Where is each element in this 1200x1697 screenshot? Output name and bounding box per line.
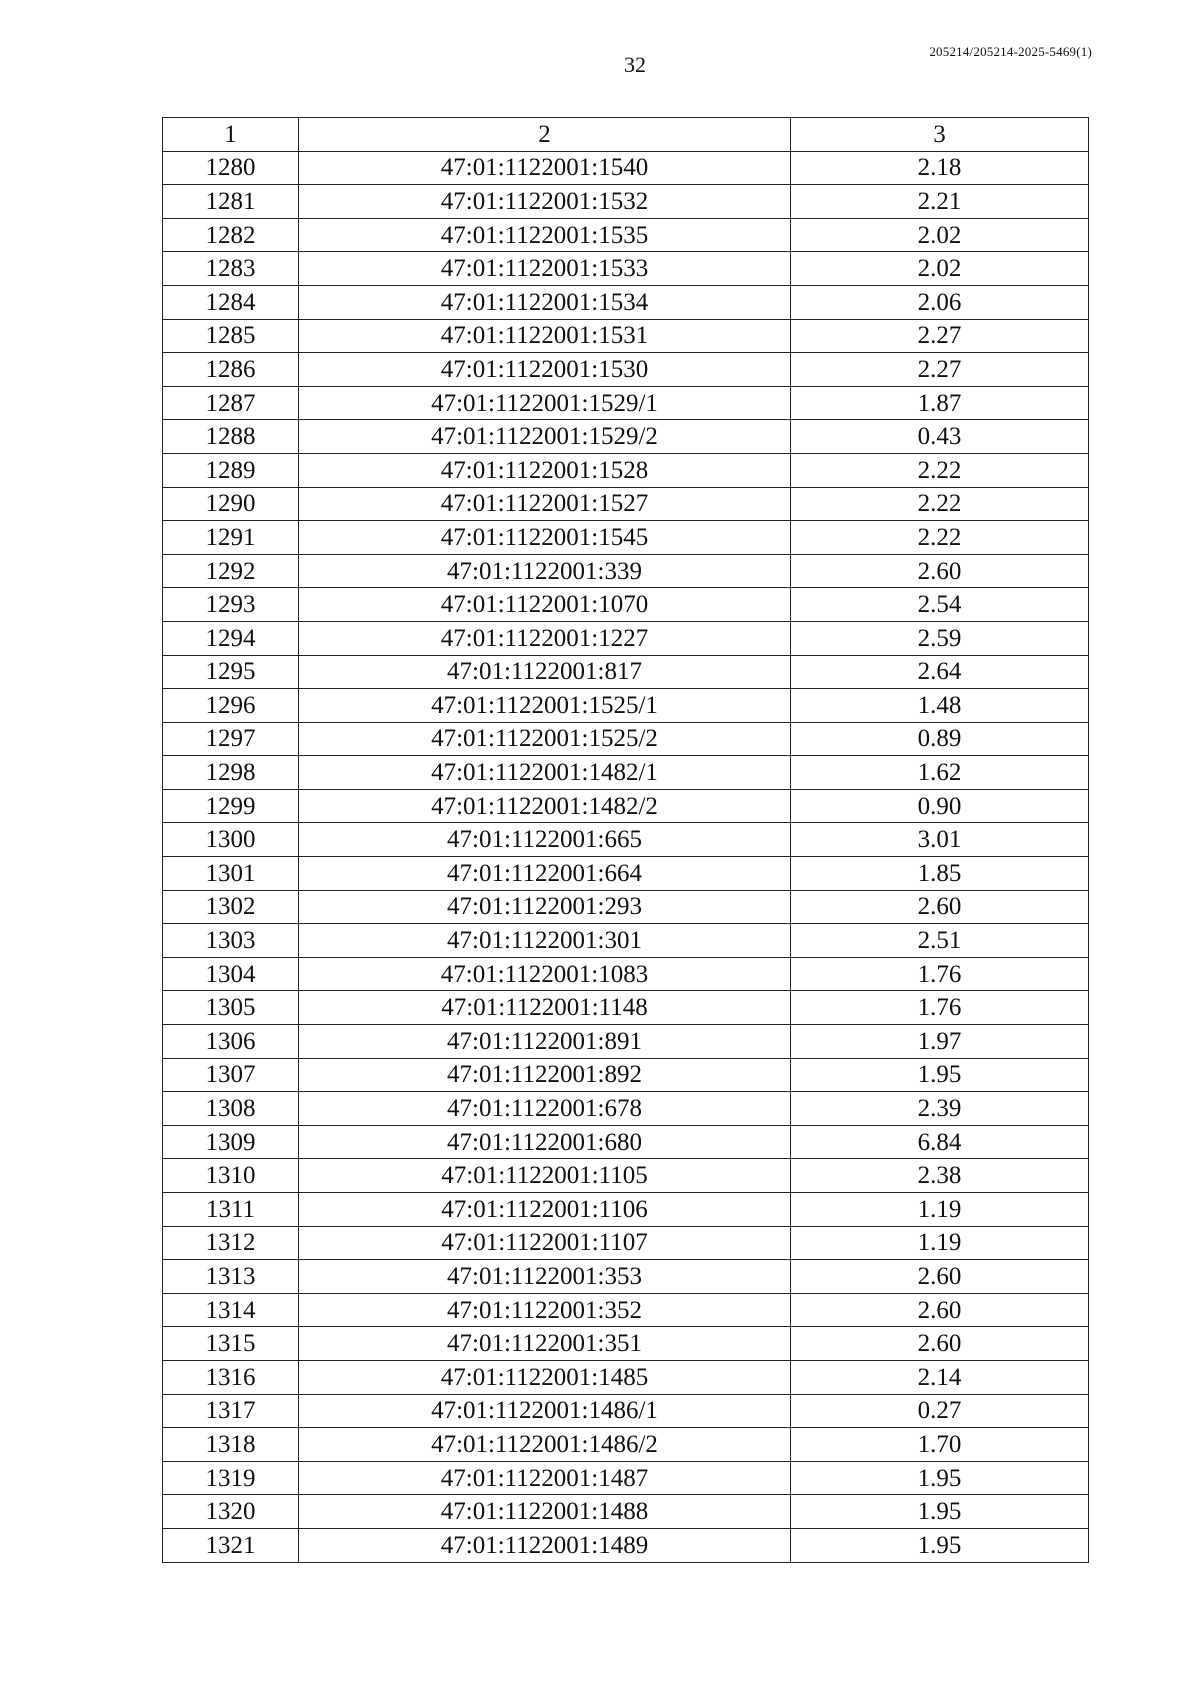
row-number-cell: 1294 bbox=[163, 621, 299, 655]
value-cell: 1.95 bbox=[791, 1058, 1089, 1092]
row-number-cell: 1309 bbox=[163, 1125, 299, 1159]
table-body bbox=[163, 151, 1089, 1562]
cadastral-number-cell: 47:01:1122001:1527 bbox=[299, 487, 791, 521]
cadastral-number-cell: 47:01:1122001:1532 bbox=[299, 185, 791, 219]
cadastral-number-cell: 47:01:1122001:293 bbox=[299, 890, 791, 924]
table-row bbox=[163, 218, 1089, 252]
cadastral-number-cell: 47:01:1122001:1482/2 bbox=[299, 789, 791, 823]
row-number-cell: 1308 bbox=[163, 1092, 299, 1126]
table-row bbox=[163, 588, 1089, 622]
value-cell: 2.14 bbox=[791, 1360, 1089, 1394]
value-cell: 2.22 bbox=[791, 521, 1089, 555]
row-number-cell: 1306 bbox=[163, 1025, 299, 1059]
cadastral-number-cell: 47:01:1122001:1540 bbox=[299, 151, 791, 185]
cadastral-number-cell: 47:01:1122001:352 bbox=[299, 1293, 791, 1327]
cadastral-number-cell: 47:01:1122001:1486/2 bbox=[299, 1428, 791, 1462]
row-number-cell: 1307 bbox=[163, 1058, 299, 1092]
table-row bbox=[163, 689, 1089, 723]
value-cell: 2.39 bbox=[791, 1092, 1089, 1126]
table-row bbox=[163, 386, 1089, 420]
table-row bbox=[163, 1360, 1089, 1394]
table-row bbox=[163, 453, 1089, 487]
value-cell: 2.60 bbox=[791, 890, 1089, 924]
cadastral-number-cell: 47:01:1122001:1535 bbox=[299, 218, 791, 252]
value-cell: 1.76 bbox=[791, 957, 1089, 991]
value-cell: 2.64 bbox=[791, 655, 1089, 689]
row-number-cell: 1298 bbox=[163, 756, 299, 790]
value-cell: 1.95 bbox=[791, 1528, 1089, 1562]
row-number-cell: 1320 bbox=[163, 1495, 299, 1529]
table-row bbox=[163, 1193, 1089, 1227]
table-row bbox=[163, 621, 1089, 655]
table-row bbox=[163, 1025, 1089, 1059]
column-header-2: 2 bbox=[299, 118, 791, 152]
table-row bbox=[163, 285, 1089, 319]
cadastral-number-cell: 47:01:1122001:678 bbox=[299, 1092, 791, 1126]
row-number-cell: 1301 bbox=[163, 857, 299, 891]
table-row bbox=[163, 1461, 1089, 1495]
row-number-cell: 1285 bbox=[163, 319, 299, 353]
cadastral-number-cell: 47:01:1122001:891 bbox=[299, 1025, 791, 1059]
value-cell: 1.85 bbox=[791, 857, 1089, 891]
cadastral-number-cell: 47:01:1122001:1107 bbox=[299, 1226, 791, 1260]
row-number-cell: 1316 bbox=[163, 1360, 299, 1394]
cadastral-number-cell: 47:01:1122001:665 bbox=[299, 823, 791, 857]
value-cell: 2.02 bbox=[791, 252, 1089, 286]
cadastral-number-cell: 47:01:1122001:1070 bbox=[299, 588, 791, 622]
row-number-cell: 1321 bbox=[163, 1528, 299, 1562]
row-number-cell: 1291 bbox=[163, 521, 299, 555]
table-row bbox=[163, 1092, 1089, 1126]
table-row bbox=[163, 823, 1089, 857]
table-row bbox=[163, 1428, 1089, 1462]
row-number-cell: 1283 bbox=[163, 252, 299, 286]
cadastral-number-cell: 47:01:1122001:1525/1 bbox=[299, 689, 791, 723]
row-number-cell: 1282 bbox=[163, 218, 299, 252]
cadastral-number-cell: 47:01:1122001:1482/1 bbox=[299, 756, 791, 790]
table-row bbox=[163, 1394, 1089, 1428]
document-reference: 205214/205214-2025-5469(1) bbox=[929, 44, 1092, 59]
value-cell: 2.06 bbox=[791, 285, 1089, 319]
row-number-cell: 1293 bbox=[163, 588, 299, 622]
table-row bbox=[163, 1159, 1089, 1193]
value-cell: 2.60 bbox=[791, 554, 1089, 588]
cadastral-number-cell: 47:01:1122001:1106 bbox=[299, 1193, 791, 1227]
value-cell: 0.43 bbox=[791, 420, 1089, 454]
cadastral-number-cell: 47:01:1122001:351 bbox=[299, 1327, 791, 1361]
row-number-cell: 1290 bbox=[163, 487, 299, 521]
table-row bbox=[163, 521, 1089, 555]
row-number-cell: 1315 bbox=[163, 1327, 299, 1361]
cadastral-number-cell: 47:01:1122001:1545 bbox=[299, 521, 791, 555]
table-row bbox=[163, 890, 1089, 924]
cadastral-number-cell: 47:01:1122001:1525/2 bbox=[299, 722, 791, 756]
row-number-cell: 1317 bbox=[163, 1394, 299, 1428]
table-row bbox=[163, 957, 1089, 991]
table-row bbox=[163, 756, 1089, 790]
value-cell: 2.60 bbox=[791, 1260, 1089, 1294]
table-header-row bbox=[163, 118, 1089, 152]
value-cell: 1.62 bbox=[791, 756, 1089, 790]
value-cell: 2.27 bbox=[791, 353, 1089, 387]
parcel-table bbox=[162, 117, 1089, 1563]
cadastral-number-cell: 47:01:1122001:1529/1 bbox=[299, 386, 791, 420]
row-number-cell: 1318 bbox=[163, 1428, 299, 1462]
cadastral-number-cell: 47:01:1122001:1487 bbox=[299, 1461, 791, 1495]
row-number-cell: 1299 bbox=[163, 789, 299, 823]
value-cell: 2.21 bbox=[791, 185, 1089, 219]
row-number-cell: 1310 bbox=[163, 1159, 299, 1193]
row-number-cell: 1296 bbox=[163, 689, 299, 723]
page-number: 32 bbox=[624, 52, 646, 77]
row-number-cell: 1281 bbox=[163, 185, 299, 219]
cadastral-number-cell: 47:01:1122001:1486/1 bbox=[299, 1394, 791, 1428]
row-number-cell: 1280 bbox=[163, 151, 299, 185]
cadastral-number-cell: 47:01:1122001:1227 bbox=[299, 621, 791, 655]
column-header-1: 1 bbox=[163, 118, 299, 152]
table-row bbox=[163, 1260, 1089, 1294]
value-cell: 2.51 bbox=[791, 924, 1089, 958]
row-number-cell: 1305 bbox=[163, 991, 299, 1025]
table-row bbox=[163, 252, 1089, 286]
row-number-cell: 1314 bbox=[163, 1293, 299, 1327]
row-number-cell: 1303 bbox=[163, 924, 299, 958]
table-row bbox=[163, 151, 1089, 185]
table-row bbox=[163, 1293, 1089, 1327]
row-number-cell: 1311 bbox=[163, 1193, 299, 1227]
cadastral-number-cell: 47:01:1122001:1529/2 bbox=[299, 420, 791, 454]
cadastral-number-cell: 47:01:1122001:817 bbox=[299, 655, 791, 689]
table-row bbox=[163, 924, 1089, 958]
table-row bbox=[163, 353, 1089, 387]
value-cell: 1.48 bbox=[791, 689, 1089, 723]
table-row bbox=[163, 319, 1089, 353]
row-number-cell: 1292 bbox=[163, 554, 299, 588]
row-number-cell: 1284 bbox=[163, 285, 299, 319]
cadastral-number-cell: 47:01:1122001:301 bbox=[299, 924, 791, 958]
cadastral-number-cell: 47:01:1122001:1528 bbox=[299, 453, 791, 487]
table-row bbox=[163, 185, 1089, 219]
row-number-cell: 1302 bbox=[163, 890, 299, 924]
value-cell: 1.95 bbox=[791, 1495, 1089, 1529]
value-cell: 2.02 bbox=[791, 218, 1089, 252]
cadastral-number-cell: 47:01:1122001:664 bbox=[299, 857, 791, 891]
value-cell: 2.54 bbox=[791, 588, 1089, 622]
value-cell: 1.87 bbox=[791, 386, 1089, 420]
table-row bbox=[163, 991, 1089, 1025]
table-row bbox=[163, 655, 1089, 689]
value-cell: 0.27 bbox=[791, 1394, 1089, 1428]
row-number-cell: 1287 bbox=[163, 386, 299, 420]
value-cell: 0.89 bbox=[791, 722, 1089, 756]
table-row bbox=[163, 1327, 1089, 1361]
row-number-cell: 1304 bbox=[163, 957, 299, 991]
table-row bbox=[163, 857, 1089, 891]
cadastral-number-cell: 47:01:1122001:1105 bbox=[299, 1159, 791, 1193]
cadastral-number-cell: 47:01:1122001:1531 bbox=[299, 319, 791, 353]
row-number-cell: 1289 bbox=[163, 453, 299, 487]
value-cell: 2.18 bbox=[791, 151, 1089, 185]
table-row bbox=[163, 1226, 1089, 1260]
cadastral-number-cell: 47:01:1122001:1148 bbox=[299, 991, 791, 1025]
value-cell: 2.60 bbox=[791, 1293, 1089, 1327]
table-row bbox=[163, 722, 1089, 756]
value-cell: 2.22 bbox=[791, 487, 1089, 521]
value-cell: 1.70 bbox=[791, 1428, 1089, 1462]
value-cell: 3.01 bbox=[791, 823, 1089, 857]
value-cell: 2.38 bbox=[791, 1159, 1089, 1193]
row-number-cell: 1312 bbox=[163, 1226, 299, 1260]
row-number-cell: 1288 bbox=[163, 420, 299, 454]
table-row bbox=[163, 1058, 1089, 1092]
row-number-cell: 1286 bbox=[163, 353, 299, 387]
table-row bbox=[163, 1528, 1089, 1562]
value-cell: 2.27 bbox=[791, 319, 1089, 353]
row-number-cell: 1295 bbox=[163, 655, 299, 689]
row-number-cell: 1300 bbox=[163, 823, 299, 857]
cadastral-number-cell: 47:01:1122001:1533 bbox=[299, 252, 791, 286]
value-cell: 0.90 bbox=[791, 789, 1089, 823]
table-row bbox=[163, 1495, 1089, 1529]
value-cell: 6.84 bbox=[791, 1125, 1089, 1159]
value-cell: 2.22 bbox=[791, 453, 1089, 487]
table-row bbox=[163, 420, 1089, 454]
value-cell: 2.60 bbox=[791, 1327, 1089, 1361]
value-cell: 1.95 bbox=[791, 1461, 1089, 1495]
cadastral-number-cell: 47:01:1122001:1489 bbox=[299, 1528, 791, 1562]
row-number-cell: 1297 bbox=[163, 722, 299, 756]
value-cell: 1.76 bbox=[791, 991, 1089, 1025]
cadastral-number-cell: 47:01:1122001:892 bbox=[299, 1058, 791, 1092]
row-number-cell: 1319 bbox=[163, 1461, 299, 1495]
table-row bbox=[163, 554, 1089, 588]
cadastral-number-cell: 47:01:1122001:1530 bbox=[299, 353, 791, 387]
table-row bbox=[163, 1125, 1089, 1159]
column-header-3: 3 bbox=[791, 118, 1089, 152]
table-row bbox=[163, 789, 1089, 823]
table-row bbox=[163, 487, 1089, 521]
row-number-cell: 1313 bbox=[163, 1260, 299, 1294]
value-cell: 1.19 bbox=[791, 1226, 1089, 1260]
cadastral-number-cell: 47:01:1122001:1534 bbox=[299, 285, 791, 319]
cadastral-number-cell: 47:01:1122001:1485 bbox=[299, 1360, 791, 1394]
value-cell: 1.19 bbox=[791, 1193, 1089, 1227]
cadastral-number-cell: 47:01:1122001:339 bbox=[299, 554, 791, 588]
value-cell: 2.59 bbox=[791, 621, 1089, 655]
cadastral-number-cell: 47:01:1122001:680 bbox=[299, 1125, 791, 1159]
cadastral-number-cell: 47:01:1122001:353 bbox=[299, 1260, 791, 1294]
value-cell: 1.97 bbox=[791, 1025, 1089, 1059]
cadastral-number-cell: 47:01:1122001:1083 bbox=[299, 957, 791, 991]
cadastral-number-cell: 47:01:1122001:1488 bbox=[299, 1495, 791, 1529]
